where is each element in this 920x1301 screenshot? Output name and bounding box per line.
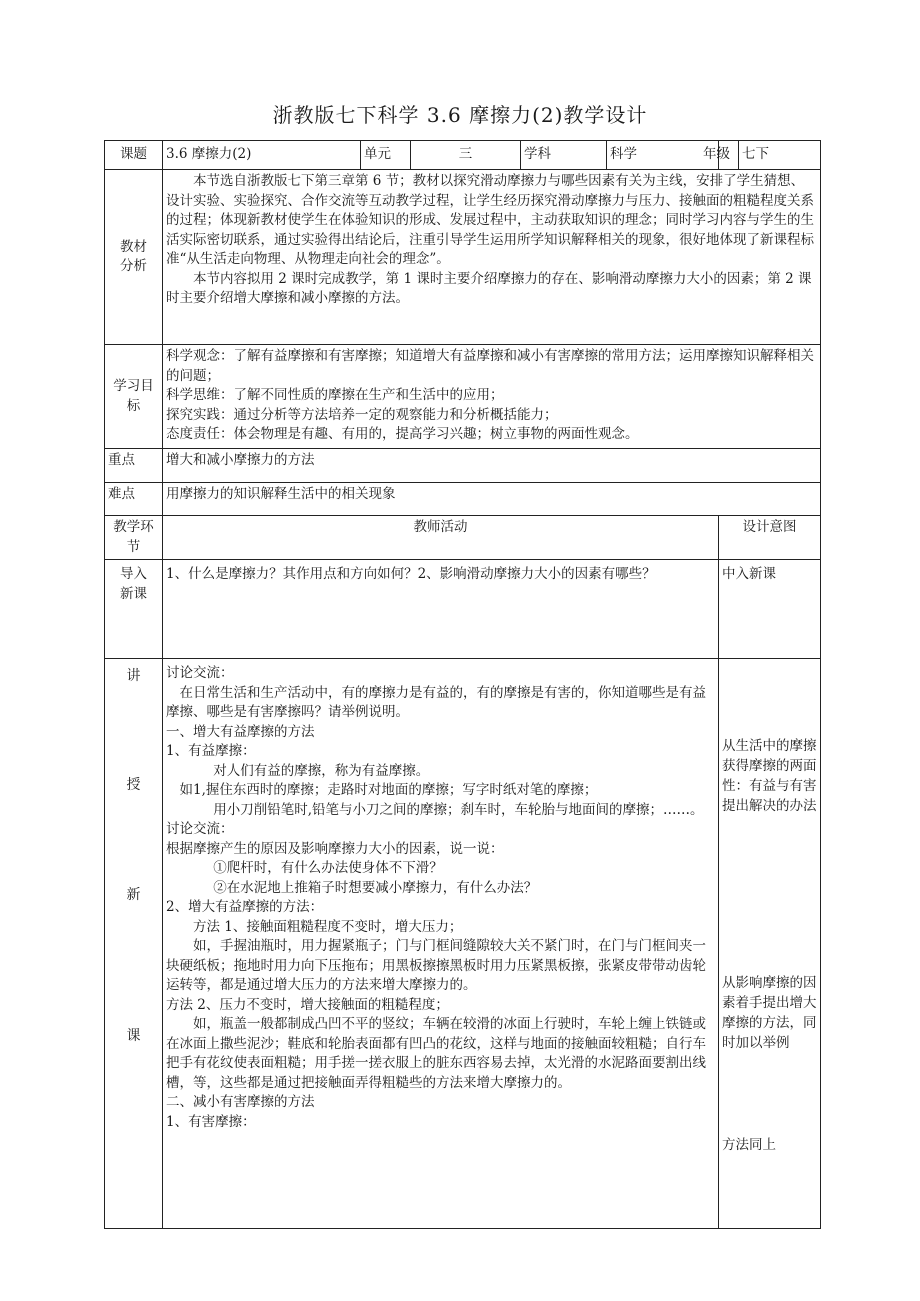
grade-value: 七下 [739,141,821,170]
goal-line: 科学观念：了解有益摩擦和有害摩擦；知道增大有益摩擦和减小有害摩擦的常用方法；运用摩擦知识解释相关的问题； [166,348,814,384]
teach-line: 如，瓶盖一般都制成凸凹不平的竖纹；车辆在较滑的冰面上行驶时，车轮上缠上铁链或在冰面上撒些泥沙；鞋底和轮胎表面都有凹凸的花纹，这样与地面的接触面较粗糙；自行车把手有花纹使表面粗糙；用手搓一搓衣服上的脏东西容易去掉，太光滑的水泥路面要割出线槽，等，这些都是通过把接触面弄得粗糙些的方法来增大摩擦力的。 [166,1016,706,1091]
analysis-label-line2: 分析 [120,258,147,274]
teach-stage-char: 讲 [126,668,141,684]
teach-activity [163,659,719,1229]
intent-text: 从生活中的摩擦获得摩擦的两面性：有益与有害 [722,738,817,794]
intro-intent: 中入新课 [719,560,821,659]
analysis-content [163,170,821,345]
teach-line: 用小刀削铅笔时,铅笔与小刀之间的摩擦；刹车时，车轮胎与地面间的摩擦；……。 [213,801,704,818]
analysis-label-line1: 教材 [120,238,147,255]
subject-label: 学科 [521,141,607,170]
teach-stage [105,659,163,1229]
teach-line: 讨论交流： [166,821,234,837]
intent-text: 提出解决的办法 [722,798,817,814]
analysis-para1: 本节选自浙教版七下第三章第 6 节；教材以探究滑动摩擦力与哪些因素有关为主线，安排了学生猜想、设计实验、实验探究、合作交流等互动教学过程，让学生经历探究滑动摩擦力与压力、接触面的粗糙程度关系的过程；体现新教材使学生在体验知识的形成、发展过程中，主动获取知识的理念；同时学习内容与学生的生活实际密切联系，通过实验得出结论后，注重引导学生运用所学知识解释相关的现象，很好地体现了新课程标准“从生活走向物理、从物理走向社会的理念”。 [166,173,814,267]
intro-stage-line2: 新课 [120,585,147,602]
analysis-row [105,170,821,345]
teach-line: 1、有害摩擦： [166,1113,256,1130]
goal-line: 科学思维：了解不同性质的摩擦在生产和生活中的应用； [166,387,504,403]
key-point-text: 增大和减小摩擦力的方法 [163,449,821,483]
intro-row [105,560,821,659]
teach-line: 讨论交流： [166,665,234,681]
teach-line: 方法 1、接触面粗糙程度不变时，增大压力； [193,918,463,935]
goal-line: 态度责任：体会物理是有趣、有用的，提高学习兴趣；树立事物的两面性观念。 [166,426,639,442]
header-row [105,141,821,170]
lesson-plan-table [104,140,821,1229]
key-point-label: 重点 [105,449,163,483]
topic-value: 3.6 摩擦力(2) [163,141,361,170]
unit-value: 三 [411,141,521,170]
goals-row [105,345,821,449]
goals-content [163,345,821,449]
analysis-label [105,170,163,345]
teach-line: 根据摩擦产生的原因及影响摩擦力大小的因素，说一说： [166,840,504,857]
teach-line: 1、有益摩擦： [166,743,256,759]
process-header-row [105,516,821,560]
goals-label-line1: 学习目 [113,378,154,394]
intro-stage [105,560,163,659]
teach-line: 在日常生活和生产活动中，有的摩擦力是有益的，有的摩擦是有害的，你知道哪些是有益摩擦、哪些是有害摩擦吗？请举例说明。 [166,684,706,720]
stage-header [105,516,163,560]
teach-intent [719,659,821,1229]
grade-label [703,141,739,170]
teach-row [105,659,821,1229]
intro-activity: 1、什么是摩擦力？其作用点和方向如何？2、影响滑动摩擦力大小的因素有哪些？ [163,560,719,659]
intro-stage-line1: 导入 [120,566,147,582]
page-title: 浙教版七下科学 3.6 摩擦力(2)教学设计 [272,103,648,127]
grade-label-text: 年级 [703,146,730,163]
teach-line: 对人们有益的摩擦，称为有益摩擦。 [213,762,430,779]
analysis-para2: 本节内容拟用 2 课时完成教学，第 1 课时主要介绍摩擦力的存在、影响滑动摩擦力大小的因素；第 2 课时主要介绍增大摩擦和减小摩擦的方法。 [166,270,812,306]
teach-line: 一、增大有益摩擦的方法 [166,723,315,740]
difficulty-text: 用摩擦力的知识解释生活中的相关现象 [163,483,821,516]
difficulty-label: 难点 [105,483,163,516]
intent-block-2: 从影响摩擦的因素着手提出增大摩擦的方法，同时加以举例 [722,975,817,1051]
teacher-activity-header: 教师活动 [163,516,719,560]
difficulty-row [105,483,821,516]
goals-label [105,345,163,449]
teach-line: ①爬杆时，有什么办法使身体不下滑？ [213,860,443,876]
teach-line: 如1,握住东西时的摩擦；走路时对地面的摩擦；写字时纸对笔的摩擦； [179,782,598,798]
design-intent-header: 设计意图 [719,516,821,560]
goals-label-line2: 标 [126,397,141,414]
stage-header-line1: 教学环 [113,519,154,535]
intent-block-1 [722,736,817,816]
teach-stage-char: 课 [126,1028,141,1044]
teach-line: 方法 2、压力不变时，增大接触面的粗糙程度； [166,996,449,1013]
teach-line: 如，手握油瓶时，用力握紧瓶子；门与门框间缝隙较大关不紧门时，在门与门框间夹一块硬纸板；拖地时用力向下压拖布；用黑板擦擦黑板时用力压紧黑板擦，张紧皮带带动齿轮运转等，都是通过增大压力的方法来增大摩擦力的。 [166,938,706,993]
unit-label: 单元 [361,141,411,170]
goal-line: 探究实践：通过分析等方法培养一定的观察能力和分析概括能力； [166,406,558,423]
stage-header-line2: 节 [126,538,141,555]
topic-label: 课题 [105,141,163,170]
intent-block-3: 方法同上 [722,1137,776,1153]
teach-stage-char: 新 [126,887,141,903]
teach-stage-char: 授 [126,777,141,793]
teach-line: ②在水泥地上推箱子时想要减小摩擦力，有什么办法？ [213,879,538,896]
teach-line: 二、减小有害摩擦的方法 [166,1094,315,1110]
key-point-row [105,449,821,483]
subject-value: 科学 [607,141,719,170]
teach-line: 2、增大有益摩擦的方法： [166,899,324,915]
